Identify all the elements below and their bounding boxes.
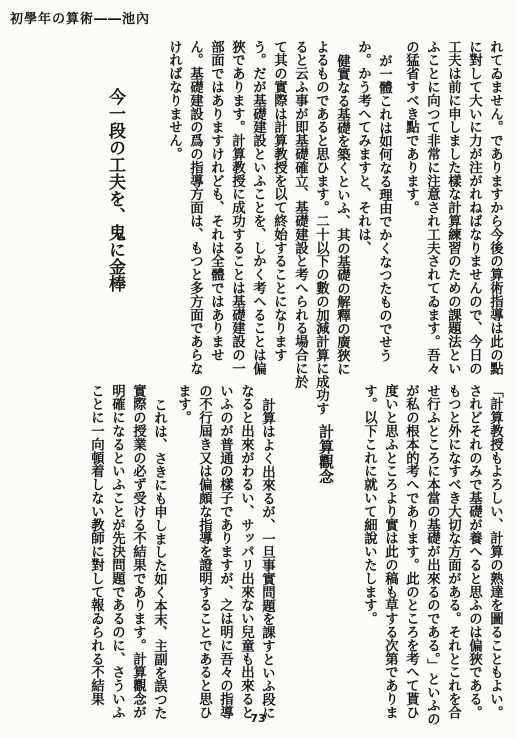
text-column: に對して大いに力が注がれねばなりませんので、今日の [466, 40, 483, 375]
text-column: せ行ふところに本當の基礎が出來るのである。」といふの [424, 384, 441, 726]
text-column: す。以下これに就いて細說いたします。 [361, 384, 378, 626]
text-column: 計算はよく出來るが、一旦事實問題を課すといふ段に [259, 398, 276, 720]
text-column: 度いと思ふところより實は此の稿も草する次第でありま [382, 384, 399, 719]
text-column: ると云ふ事が即基礎確立、基礎建設と考へられる場合に於 [292, 40, 309, 389]
text-column: 實際の授業の必ず受ける不結果であります。計算觀念が [130, 384, 147, 719]
text-column: なると出來がわるい、サッパリ出來ない兒童も出來ると [238, 384, 255, 719]
text-column: が一體これは如何なる理由でかくなつたものでせう [376, 54, 393, 363]
text-column: いふのが普通の樣子でありますが、之は明に吾々の指導 [217, 384, 234, 719]
running-head: 初學年の算術――池內 [10, 12, 151, 27]
text-column: の猛省すべき點であります。 [403, 40, 420, 215]
text-column: 工夫は前に申しました樣な計算練習のための課題法とい [445, 40, 462, 375]
text-column: 部面ではありますけれども、それは全體ではありませ [208, 40, 225, 362]
text-column: 健實なる基礎を築くといふ、其の基礎の解釋の廣狹に [334, 54, 351, 376]
text-column: もつと外になすべき大切な方面がある。それとこれを合 [445, 384, 462, 719]
page-number: 73 [250, 712, 266, 725]
text-column: されどそれのみで基礎が養へると思ふのは偏狹である。 [466, 384, 483, 719]
text-column: が私の根本的考へであります。此のところを考へて貰ひ [403, 384, 420, 719]
text-column: 狹であります。計算教授に成功することは基礎建設の一 [229, 40, 246, 375]
text-column: の不行屆き又は偏頗な指導を證明することであると思ひ [196, 384, 213, 719]
text-column: れてゐません。でありますから今後の算術指導は此の點 [487, 40, 504, 375]
text-column: か。かう考へてみますと、それは、 [355, 40, 372, 255]
text-column: て其の實際は計算教授を以て終始することになります [271, 40, 288, 362]
section-heading: 今一段の工夫を、鬼に金棒 [105, 88, 125, 292]
text-column: う。だが基礎建設といふことを、しかく考へることは偏 [250, 40, 267, 375]
text-column: 「計算教授もよろしい、計算の熟達を圖ることもよい。 [487, 384, 504, 719]
text-column: これは、さきにも申しました如く本末、主副を誤つた [151, 398, 168, 720]
section-heading: 計算觀念 [317, 424, 335, 484]
text-column: 明確になるといふことが先決問題であるのに、さういふ [109, 384, 126, 719]
text-column: ます。 [175, 384, 192, 425]
text-column: ふことに向つて非常に注意され工夫されてゐます。吾々 [424, 40, 441, 375]
text-column: ければなりません。 [166, 40, 183, 161]
text-column: ことに一向頓着しない教師に對して報ゐられる不結果 [88, 384, 105, 706]
text-column: よるものであると思ひます。二十以下の數の加減計算に成功す [313, 40, 330, 416]
text-column: ん。基礎建設の爲の指導方面は、もつと多方面であらな [187, 40, 204, 375]
